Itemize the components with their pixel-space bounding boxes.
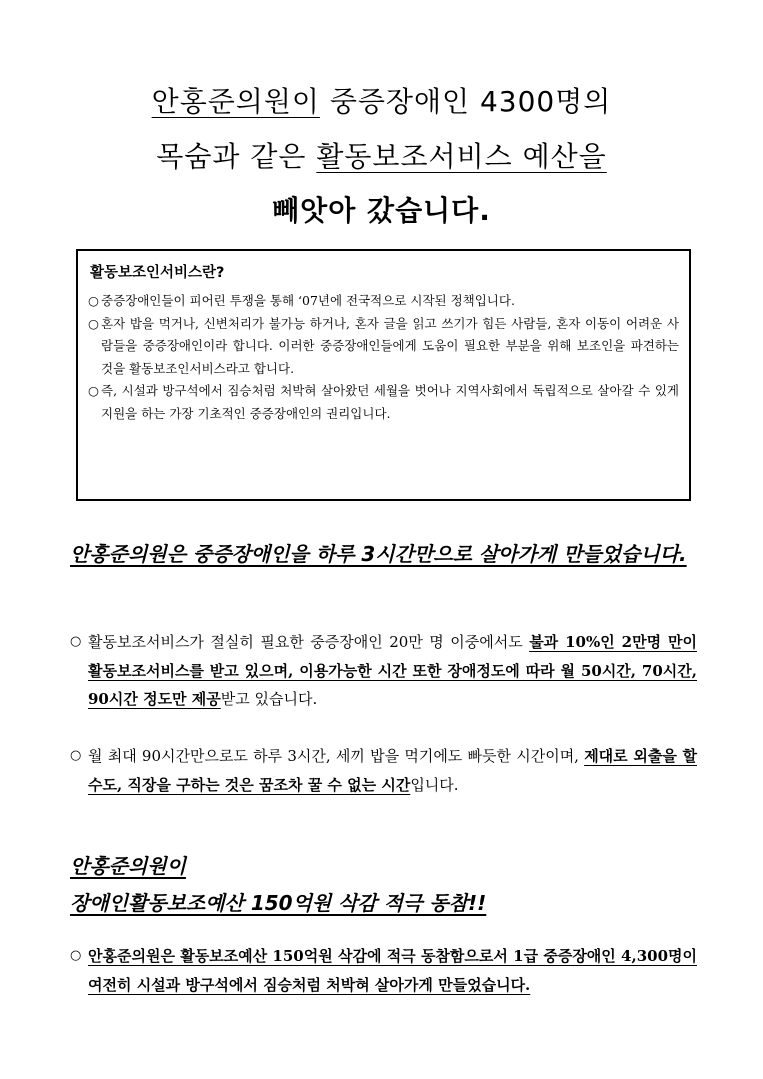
title-subject: 안홍준의원이 [151, 85, 320, 118]
definition-item-text: 혼자 밥을 먹거나, 신변처리가 불가능 하거나, 혼자 글을 읽고 쓰기가 힘든 사람들, 혼자 이동이 어려운 사람들을 중증장애인이라 합니다. 이러한 중증장애인들에게 도움이 필요한 부분을 위해 보조인을 파견하는 것을 활동보조인서비스라고 합니다. [101, 315, 679, 376]
section-2-item [70, 942, 697, 999]
item-plain-text: 활동보조서비스가 절실히 필요한 중증장애인 20만 명 이중에서도 [88, 633, 530, 651]
bullet-circle-icon: ○ [70, 748, 82, 763]
section-2-heading-line-1: 안홍준의원이 [70, 854, 186, 878]
item-plain-text: 받고 있습니다. [220, 690, 318, 708]
bullet-circle-icon: ○ [88, 383, 99, 398]
title-line-1-rest: 중증장애인 4300명의 [319, 85, 612, 118]
item-emphasis-text: 안홍준의원은 활동보조예산 150억원 삭감에 적극 동참함으로서 1급 중증장애인 4,300명이 여전히 시설과 방구석에서 짐승처럼 처박혀 살아가게 만들었습니다. [88, 947, 697, 994]
definition-item [88, 313, 679, 381]
definition-item [88, 380, 679, 425]
section-2-heading [70, 848, 710, 922]
section-2-heading-line-2: 장애인활동보조예산 150억원 삭감 적극 동참!! [70, 891, 487, 915]
definition-box-title: 활동보조인서비스란? [90, 265, 225, 281]
title-line-2-underlined: 활동보조서비스 예산을 [316, 140, 607, 173]
bullet-circle-icon: ○ [88, 293, 99, 308]
title-line-2 [0, 135, 763, 175]
bullet-circle-icon: ○ [70, 948, 82, 963]
bullet-circle-icon: ○ [88, 315, 99, 331]
section-1-heading: 안홍준의원은 중증장애인을 하루 3시간만으로 살아가게 만들었습니다. [70, 542, 687, 566]
section-1-item [70, 742, 697, 799]
title-line-2-start: 목숨과 같은 [156, 140, 317, 173]
section-2-item-text [88, 942, 697, 999]
definition-item-text: 즉, 시설과 방구석에서 짐승처럼 처박혀 살아왔던 세월을 벗어나 지역사회에서 독립적으로 살아갈 수 있게 지원을 하는 가장 기초적인 중증장애인의 권리입니다. [101, 383, 679, 421]
item-plain-text: 월 최대 90시간만으로도 하루 3시간, 세끼 밥을 먹기에도 빠듯한 시간이며, [88, 747, 585, 765]
section-1-item-text [88, 628, 697, 714]
definition-box [76, 249, 691, 501]
section-1-item [70, 628, 697, 714]
item-plain-text: 입니다. [410, 775, 459, 794]
title-line-3: 빼앗아 갔습니다. [272, 194, 491, 227]
definition-item [88, 290, 679, 313]
item-emphasis-text: 불과 10%인 2만명 만이 활동보조서비스를 받고 있으며, 이용가능한 시간 또한 장애정도에 따라 월 50시간, 70시간, 90시간 정도만 제공 [88, 633, 697, 708]
section-1-item-text [88, 742, 697, 799]
title-line-1 [0, 80, 763, 120]
bullet-circle-icon: ○ [70, 634, 82, 649]
item-emphasis-text: 제대로 외출을 할 수도, 직장을 구하는 것은 꿈조차 꿀 수 없는 시간 [88, 747, 697, 794]
definition-item-text: 중증장애인들이 피어린 투쟁을 통해 ‘07년에 전국적으로 시작된 정책입니다. [101, 293, 515, 308]
